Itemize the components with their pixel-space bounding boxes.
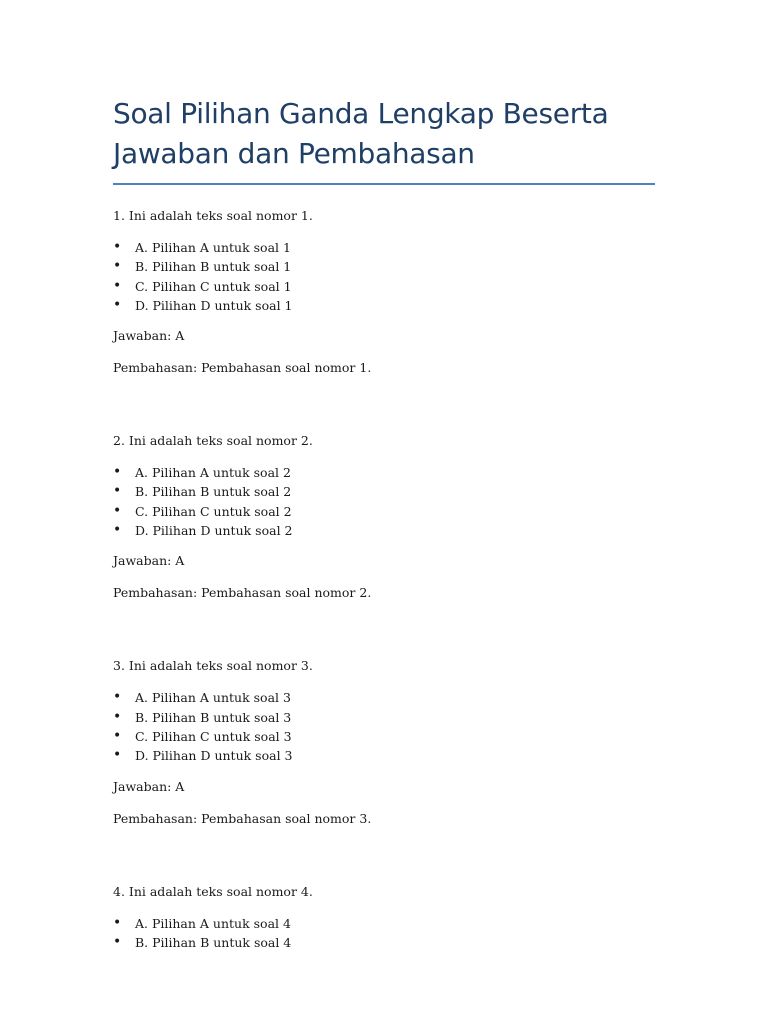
option-text: A. Pilihan A untuk soal 1 [135,240,291,255]
bullet-icon: • [113,277,122,294]
option-item [113,482,655,501]
option-text: B. Pilihan B untuk soal 3 [135,709,292,725]
question-block [113,433,655,601]
question-block [113,884,655,953]
option-item [113,746,655,765]
option-item [113,238,655,257]
option-text: B. Pilihan B untuk soal 4 [135,934,292,950]
bullet-icon: • [113,747,122,764]
question-list [113,208,655,952]
option-item [113,914,655,933]
answer-text: Jawaban: A [113,553,185,569]
question-text: 3. Ini adalah teks soal nomor 3. [113,658,313,674]
bullet-icon: • [113,296,122,313]
option-text: B. Pilihan B untuk soal 1 [135,259,292,275]
option-text: A. Pilihan A untuk soal 2 [135,465,291,481]
bullet-icon: • [113,464,122,481]
option-item [113,521,655,540]
explanation-text: Pembahasan: Pembahasan soal nomor 3. [113,810,372,826]
option-list [113,238,655,315]
answer-text: Jawaban: A [113,778,185,794]
bullet-icon: • [113,522,122,539]
option-item [113,257,655,276]
option-text: C. Pilihan C untuk soal 1 [135,278,292,294]
question-block [113,658,655,826]
option-text: D. Pilihan D untuk soal 2 [135,523,293,539]
document-title: Soal Pilihan Ganda Lengkap Beserta Jawaban dan Pembahasan [113,97,609,170]
option-item [113,502,655,521]
bullet-icon: • [113,727,122,744]
option-text: D. Pilihan D untuk soal 1 [135,297,293,313]
option-item [113,688,655,707]
question-text: 2. Ini adalah teks soal nomor 2. [113,433,313,449]
answer-text: Jawaban: A [113,328,185,344]
bullet-icon: • [113,689,122,706]
option-item [113,727,655,746]
bullet-icon: • [113,483,122,500]
bullet-icon: • [113,239,122,255]
option-item [113,933,655,952]
option-text: A. Pilihan A untuk soal 4 [135,915,291,931]
question-block [113,208,655,376]
option-item [113,296,655,315]
document-page [113,94,655,952]
option-item [113,708,655,727]
option-item [113,463,655,482]
explanation-text: Pembahasan: Pembahasan soal nomor 1. [113,360,372,376]
option-text: C. Pilihan C untuk soal 2 [135,503,292,519]
option-list [113,463,655,540]
bullet-icon: • [113,914,122,931]
title-divider [113,183,655,185]
bullet-icon: • [113,502,122,519]
bullet-icon: • [113,258,122,275]
option-text: A. Pilihan A untuk soal 3 [135,690,291,706]
option-item [113,277,655,296]
bullet-icon: • [113,933,122,950]
option-text: D. Pilihan D untuk soal 3 [135,748,293,764]
option-text: C. Pilihan C untuk soal 3 [135,728,292,744]
option-list [113,914,655,953]
explanation-text: Pembahasan: Pembahasan soal nomor 2. [113,585,372,601]
question-text: 4. Ini adalah teks soal nomor 4. [113,883,313,899]
option-text: B. Pilihan B untuk soal 2 [135,484,292,500]
question-text: 1. Ini adalah teks soal nomor 1. [113,208,313,223]
bullet-icon: • [113,708,122,725]
option-list [113,688,655,765]
